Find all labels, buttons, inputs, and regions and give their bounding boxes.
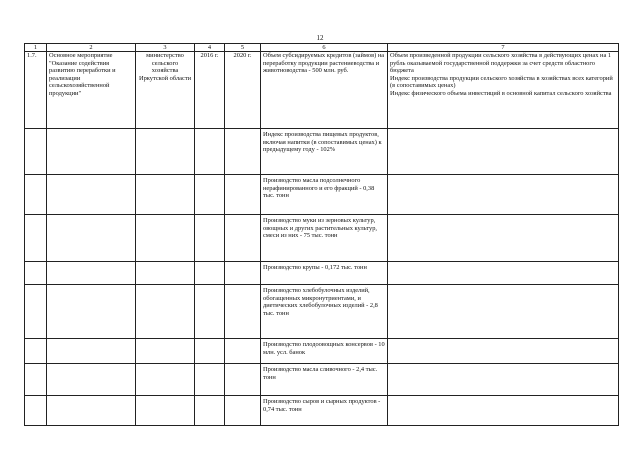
program-indicators: Объем произведенной продукции сельского хозяйства в действующих ценах на 1 рубль оказываемой государственной поддержки за счет средств областного бюджета Индекс производства продукции сельского хозяйства в хозяйствах всех категорий (в сопоставимых ценах) Индекс физического объема инвестиций в основной капитал сельского хозяйства [388,52,619,129]
column-number: 3 [136,44,195,52]
end-year: 2020 г. [225,52,261,129]
table-row [25,285,619,339]
table-row [25,129,619,175]
column-number: 4 [195,44,225,52]
column-number: 2 [47,44,136,52]
direct-indicator: Производство масла сливочного - 2,4 тыс. тонн [261,364,388,396]
direct-indicator: Производство муки из зерновых культур, овощных и других растительных культур, смеси из них - 75 тыс. тонн [261,215,388,262]
direct-indicator: Производство сыров и сырных продуктов - 0,74 тыс. тонн [261,396,388,426]
executor: министерство сельского хозяйства Иркутской области [136,52,195,129]
row-number: 1.7. [25,52,47,129]
event-name: Основное мероприятие "Оказание содействия развитию переработки и реализации сельскохозяйственной продукции" [47,52,136,129]
table-row [25,364,619,396]
table-row [25,262,619,285]
direct-indicator: Производство масла подсолнечного нерафинированного и его фракций - 0,38 тыс. тонн [261,175,388,215]
column-number: 5 [225,44,261,52]
table-row [25,215,619,262]
direct-indicator: Производство плодоовощных консервов - 10 млн. усл. банок [261,339,388,364]
page-number: 12 [316,34,324,42]
table-row [25,175,619,215]
direct-indicator: Индекс производства пищевых продуктов, включая напитки (в сопоставимых ценах) к предыдущему году - 102% [261,129,388,175]
table-row [25,52,619,129]
table-row [25,339,619,364]
direct-indicator: Производство хлебобулочных изделий, обогащенных микронутриентами, и диетических хлебобулочных изделий - 2,8 тыс. тонн [261,285,388,339]
column-number: 1 [25,44,47,52]
direct-indicator: Производство крупы - 0,172 тыс. тонн [261,262,388,285]
start-year: 2016 г. [195,52,225,129]
direct-indicator: Объем субсидируемых кредитов (займов) на переработку продукции растениеводства и животноводства - 500 млн. руб. [261,52,388,129]
column-number: 7 [388,44,619,52]
column-number-row [25,44,619,52]
measures-table [24,43,619,426]
table-row [25,396,619,426]
column-number: 6 [261,44,388,52]
